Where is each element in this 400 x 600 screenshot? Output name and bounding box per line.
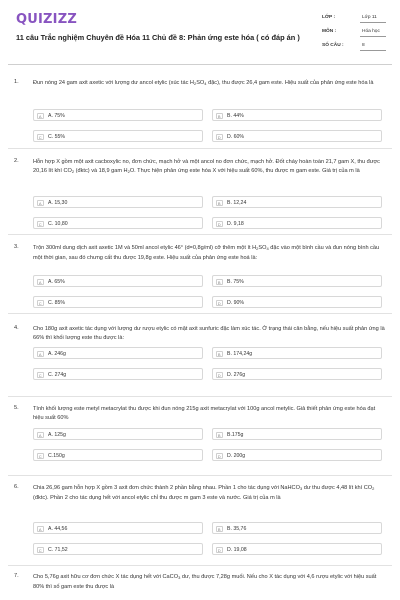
question-number: 1. <box>14 79 19 85</box>
option-text: C. 85% <box>48 299 66 306</box>
option-d[interactable] <box>212 449 382 461</box>
question-number: 4. <box>14 325 19 331</box>
option-a[interactable] <box>33 109 203 121</box>
option-letter-d: D <box>217 134 221 140</box>
option-text: A. 246g <box>48 350 66 357</box>
class-value: Lớp 11 <box>362 15 377 20</box>
option-text: D. 276g <box>227 371 246 378</box>
question-text: Trộn 300ml dung dịch axit axetic 1M và 50ml ancol etylic 46° (d=0,8g/ml) cỡ thêm một ít $H_2SO_4$ đặc vào một bình cầu và đun nóng bình cầu một thời gian, sau đó chưng cất thu được 19,8g este. Hiệu suất của phản ứng este hoá là: <box>33 245 380 261</box>
question-text: Cho 5,76g axit hữu cơ đơn chức X tác dụng hết với CaCO$_3$ dư, thu được 7,28g muối. Nếu cho X tác dụng với 4,6 rượu etylic với hiệu suất 80% thì số gam este thu được là <box>33 574 377 590</box>
option-a[interactable] <box>33 196 203 208</box>
question-divider <box>8 396 392 397</box>
count-underline <box>360 50 386 51</box>
class-underline <box>360 22 386 23</box>
option-d[interactable] <box>212 543 382 555</box>
header-divider <box>8 64 392 65</box>
option-text: A. 65% <box>48 278 65 285</box>
question-divider <box>8 313 392 314</box>
option-b[interactable] <box>212 347 382 359</box>
option-d[interactable] <box>212 296 382 308</box>
option-c[interactable] <box>33 368 203 380</box>
option-b[interactable] <box>212 196 382 208</box>
question-divider <box>8 475 392 476</box>
option-d[interactable] <box>212 368 382 380</box>
option-text: D. 19,08 <box>227 546 247 553</box>
option-letter-c: C <box>38 547 42 553</box>
option-letter-a: A <box>38 113 42 119</box>
option-letter-c: C <box>38 221 42 227</box>
meta-count <box>322 43 384 57</box>
option-letter-c: C <box>38 453 42 459</box>
count-label: SỐ CÂU : <box>322 43 344 48</box>
option-letter-c: C <box>38 372 42 378</box>
option-letter-b: B <box>217 432 221 438</box>
page-header <box>0 0 400 66</box>
question-text: Đun nóng 24 gam axit axetic với lượng dư ancol etylic (xúc tác $H_2SO_4$ đặc), thu được 26,4 gam este. Hiệu suất của phản ứng este hóa là <box>33 80 374 86</box>
option-letter-a: A <box>38 351 42 357</box>
question-divider <box>8 148 392 149</box>
option-text: B. 44% <box>227 112 244 119</box>
question-text: Chia 26,96 gam hỗn hợp X gồm 3 axit đơn chức thành 2 phần bằng nhau. Phần 1 cho tác dụng với NaHCO$_3$ dư thu được 4,48 lít khí $CO_2$ (đktc). Phần 2 cho tác dụng hết với ancol etylic chỉ thu được m gam 3 este và nước. Giá trị của m là <box>33 485 375 501</box>
question-number: 7. <box>14 573 19 579</box>
option-a[interactable] <box>33 428 203 440</box>
option-letter-c: C <box>38 300 42 306</box>
option-letter-b: B <box>217 279 221 285</box>
option-letter-d: D <box>217 221 221 227</box>
option-c[interactable] <box>33 217 203 229</box>
option-d[interactable] <box>212 130 382 142</box>
count-value: 8 <box>362 43 365 48</box>
option-text: D. 60% <box>227 133 245 140</box>
option-text: A. 15,30 <box>48 199 68 206</box>
option-text: C. 274g <box>48 371 67 378</box>
option-c[interactable] <box>33 543 203 555</box>
subject-underline <box>360 36 386 37</box>
question-text: Tính khối lượng este metyl metacrylat thu được khi đun nóng 215g axit metacrylat với 100g ancol metylic. Giả thiết phản ứng este hóa đạt hiệu suất 60% <box>33 406 376 421</box>
question-number: 5. <box>14 405 19 411</box>
option-letter-a: A <box>38 432 42 438</box>
option-text: D. 200g <box>227 452 246 459</box>
option-letter-b: B <box>217 200 221 206</box>
question-number: 3. <box>14 244 19 250</box>
option-text: D. 90% <box>227 299 245 306</box>
option-letter-a: A <box>38 279 42 285</box>
meta-class <box>322 15 384 29</box>
option-a[interactable] <box>33 347 203 359</box>
option-text: B. 75% <box>227 278 244 285</box>
option-letter-b: B <box>217 113 221 119</box>
option-text: C. 10,80 <box>48 220 68 227</box>
option-text: C.150g <box>48 452 65 459</box>
option-letter-c: C <box>38 134 42 140</box>
option-letter-d: D <box>217 547 221 553</box>
option-letter-b: B <box>217 526 221 532</box>
meta-subject <box>322 29 384 43</box>
option-c[interactable] <box>33 296 203 308</box>
option-d[interactable] <box>212 217 382 229</box>
option-text: B. 174,24g <box>227 350 253 357</box>
option-b[interactable] <box>212 109 382 121</box>
question-number: 6. <box>14 484 19 490</box>
question-text: Hỗn hợp X gồm một axit cacboxylic no, đơn chức, mạch hở và một ancol no đơn chức, mạch hở. Đốt cháy hoàn toàn 21,7 gam X, thu được 20,16 lít khí $CO_2$ (đktc) và 18,9 gam $H_2O$. Thực hiện phản ứng este hóa X với hiệu suất 60%, thu được m gam este. Giá trị của m là <box>33 159 380 174</box>
option-a[interactable] <box>33 522 203 534</box>
option-text: B.175g <box>227 431 244 438</box>
quizizz-logo: QUIZIZZ <box>16 12 77 27</box>
subject-value: Hóa học <box>362 29 380 34</box>
option-letter-d: D <box>217 372 221 378</box>
option-text: A. 75% <box>48 112 65 119</box>
option-text: B. 35,76 <box>227 525 247 532</box>
option-text: A. 125g <box>48 431 66 438</box>
document-title: 11 câu Trắc nghiệm Chuyên đề Hóa 11 Chủ đề 8: Phản ứng este hóa ( có đáp án ) <box>16 33 300 42</box>
option-b[interactable] <box>212 428 382 440</box>
option-letter-b: B <box>217 351 221 357</box>
question-text: Cho 180g axit axetic tác dụng với lượng dư rượu etylic có mặt axit sunfuric đặc làm xúc tác. Ở trạng thái cân bằng, nếu hiệu suất phản ứng là 66% thì khối lượng este thu được là: <box>33 326 385 341</box>
option-letter-d: D <box>217 300 221 306</box>
subject-label: MÔN : <box>322 29 337 34</box>
option-text: D. 9,18 <box>227 220 244 227</box>
question-divider <box>8 234 392 235</box>
option-text: B. 12,24 <box>227 199 247 206</box>
option-text: A. 44,56 <box>48 525 68 532</box>
option-b[interactable] <box>212 275 382 287</box>
option-letter-a: A <box>38 526 42 532</box>
question-number: 2. <box>14 158 19 164</box>
option-letter-a: A <box>38 200 42 206</box>
option-b[interactable] <box>212 522 382 534</box>
option-c[interactable] <box>33 449 203 461</box>
option-a[interactable] <box>33 275 203 287</box>
option-letter-d: D <box>217 453 221 459</box>
option-text: C. 55% <box>48 133 66 140</box>
class-label: LỚP : <box>322 15 336 20</box>
question-divider <box>8 565 392 566</box>
option-c[interactable] <box>33 130 203 142</box>
option-text: C. 71,52 <box>48 546 68 553</box>
